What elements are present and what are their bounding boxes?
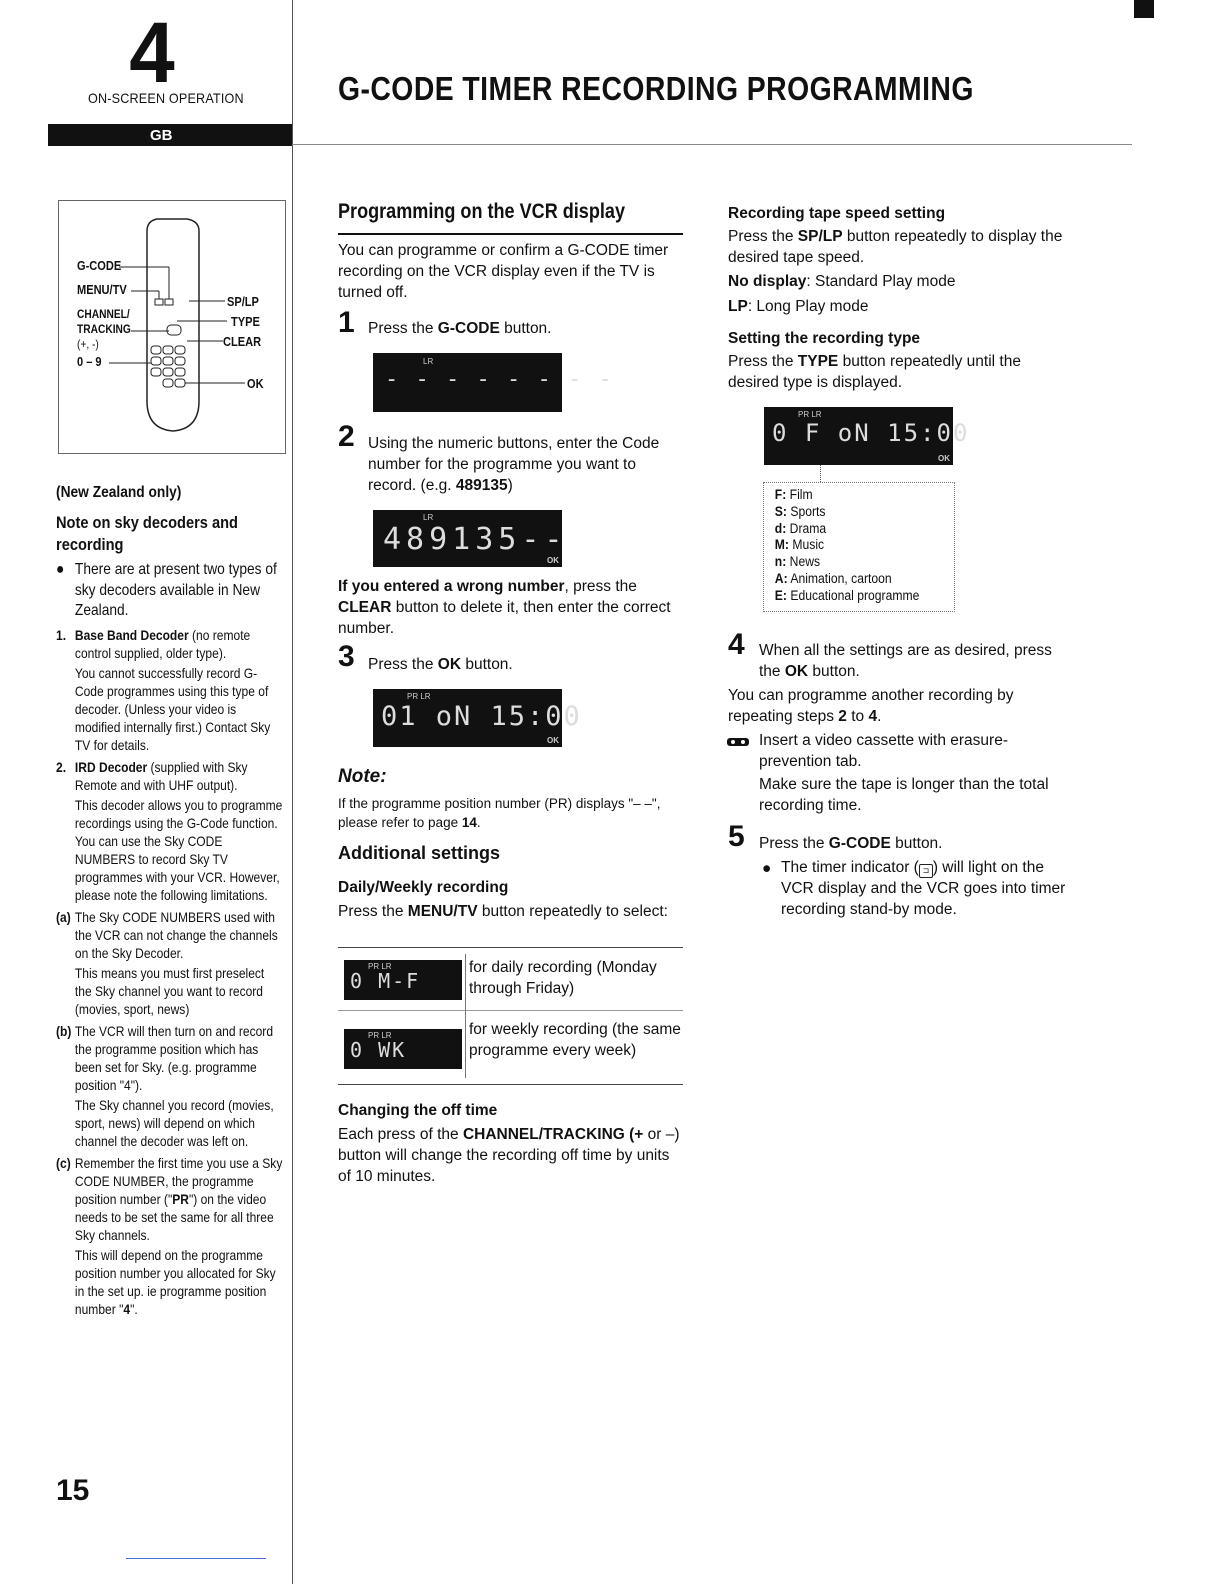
step-2-text: Using the numeric buttons, enter the Code number for the programme you want to record. (e.g. 489135): [368, 435, 660, 494]
step-3-text: Press the OK button.: [368, 656, 513, 673]
list-item: S: Sports: [774, 503, 826, 519]
page-title: G-CODE TIMER RECORDING PROGRAMMING: [338, 70, 974, 107]
remote-label-plusminus: (+, -): [77, 337, 99, 351]
remote-label-menu: MENU/TV: [77, 282, 127, 297]
type-pointer: [820, 465, 821, 482]
timer-indicator-icon: ⊐: [919, 864, 933, 878]
lp-text: LP: Long Play mode: [728, 298, 869, 315]
list-item-1: 1. Base Band Decoder (no remote control supplied, older type). You cannot successfully record G-Code programmes using this type of decoder. (Unless your video is modified internally first.) Contact Sky TV for details.: [56, 626, 271, 753]
step-2-number: 2: [338, 420, 355, 453]
list-item-2: 2. IRD Decoder (supplied with Sky Remote and with UHF output). This decoder allows you to programme recordings using the G-Code function. You can use the Sky CODE NUMBERS to record Sky TV programmes with your VCR. However, please note the following limitations.: [56, 758, 283, 903]
type-heading: Setting the recording type: [728, 330, 921, 347]
remote-diagram: [58, 200, 286, 454]
chapter-number: 4: [129, 5, 175, 101]
page-number: 15: [56, 1474, 90, 1507]
list-item: d: Drama: [774, 520, 827, 536]
remote-label-clear: CLEAR: [223, 334, 262, 349]
list-item-b: (b) The VCR will then turn on and record the programme position which has been set for Sky. (e.g. programme position "4"). The Sky channel you record (movies, sport, news) will depend on which channel the decoder was left on.: [56, 1022, 274, 1149]
no-display-text: No display: Standard Play mode: [728, 273, 956, 290]
list-item: M: Music: [774, 537, 825, 553]
remote-label-channel: CHANNEL/: [77, 307, 130, 321]
type-list: [763, 482, 955, 612]
list-item-a: (a) The Sky CODE NUMBERS used with the VCR can not change the channels on the Sky Decoder. This means you must first preselect the Sky channel you want to record (movies, sport, news): [56, 908, 278, 1017]
step-5-number: 5: [728, 820, 745, 853]
sky-notes: [56, 560, 284, 1322]
list-item: F: Film: [774, 487, 813, 502]
lcd-display-3: PR LR 01 oN 15:00 OK: [373, 689, 562, 747]
weekly-desc: for weekly recording (the same programme every week): [469, 1021, 681, 1059]
section-rule: [338, 233, 683, 235]
section-title: Programming on the VCR display: [338, 200, 625, 223]
wrong-number-text: If you entered a wrong number, press the CLEAR button to delete it, then enter the correct number.: [338, 578, 671, 637]
type-text: Press the TYPE button repeatedly until the desired type is displayed.: [728, 353, 1021, 391]
step-3-number: 3: [338, 640, 355, 673]
timer-text: The timer indicator ( ⊐ ) will light on the VCR display and the VCR goes into timer recording stand-by mode.: [781, 859, 1066, 918]
daily-weekly-heading: Daily/Weekly recording: [338, 879, 509, 896]
region-bar: [48, 124, 292, 146]
remote-label-digits: 0 – 9: [77, 354, 102, 369]
lcd-display-type: PR LR 0 F oN 15:00 OK: [764, 407, 953, 465]
remote-label-type: TYPE: [231, 314, 260, 329]
list-item: n: News: [774, 554, 821, 570]
header-rule: [292, 144, 1132, 145]
lcd-weekly: PR LR 0 WK: [344, 1029, 462, 1069]
corner-tab: [1134, 0, 1154, 18]
cassette-icon: [726, 736, 750, 748]
step-4-number: 4: [728, 628, 745, 661]
sky-heading: Note on sky decoders and recording: [56, 513, 238, 554]
speed-heading: Recording tape speed setting: [728, 205, 946, 222]
additional-heading: Additional settings: [338, 843, 500, 863]
insert-text: Insert a video cassette with erasure-prevention tab.: [759, 732, 1008, 770]
make-sure-text: Make sure the tape is longer than the total recording time.: [759, 776, 1049, 814]
list-item: E: Educational programme: [774, 587, 920, 603]
off-time-heading: Changing the off time: [338, 1102, 498, 1119]
off-time-text: Each press of the CHANNEL/TRACKING (+ or –) button will change the recording off time by units of 10 minutes.: [338, 1126, 680, 1185]
speed-text: Press the SP/LP button repeatedly to display the desired tape speed.: [728, 228, 1063, 266]
step-4-text: When all the settings are as desired, press the OK button.: [759, 642, 1052, 680]
footer-rule: [126, 1558, 266, 1559]
timer-bullet: ●: [762, 860, 772, 877]
intro-text: You can programme or confirm a G-CODE timer recording on the VCR display even if the TV is turned off.: [338, 242, 669, 301]
chapter-label: ON-SCREEN OPERATION: [88, 90, 244, 106]
list-item: A: Animation, cartoon: [774, 570, 892, 586]
bullet-item: ● There are at present two types of sky decoders available in New Zealand.: [56, 561, 277, 619]
region-label: GB: [150, 127, 173, 144]
note-title: Note:: [338, 766, 387, 787]
remote-label-tracking: TRACKING: [77, 322, 131, 336]
lcd-display-1: LR - - - - - - - -: [373, 353, 562, 412]
remote-label-ok: OK: [247, 376, 264, 391]
another-text: You can programme another recording by repeating steps 2 to 4.: [728, 687, 1014, 725]
list-item-c: (c) Remember the first time you use a Sky CODE NUMBER, the programme position number ("PR") on the video needs to be set the same for all three Sky channels. This will depend on the programme position number you allocated for Sky in the set up. ie programme position number "4".: [56, 1154, 283, 1317]
lcd-display-2: LR 489135-- OK: [373, 510, 562, 567]
column-divider: [292, 0, 293, 1584]
step-5-text: Press the G-CODE button.: [759, 835, 943, 852]
lcd-daily: PR LR 0 M-F: [344, 960, 462, 1000]
table-column-rule: [465, 954, 466, 1078]
daily-weekly-text: Press the MENU/TV button repeatedly to select:: [338, 903, 668, 920]
daily-desc: for daily recording (Monday through Friday): [469, 959, 657, 997]
remote-label-gcode: G-CODE: [77, 258, 122, 273]
daily-weekly-table: [338, 947, 683, 1085]
step-1-text: Press the G-CODE button.: [368, 320, 552, 337]
nz-label: (New Zealand only): [56, 484, 182, 501]
note-text: If the programme position number (PR) displays "– –", please refer to page 14.: [338, 796, 661, 830]
remote-label-splp: SP/LP: [227, 294, 259, 309]
table-divider: [338, 1010, 683, 1011]
step-1-number: 1: [338, 306, 355, 339]
